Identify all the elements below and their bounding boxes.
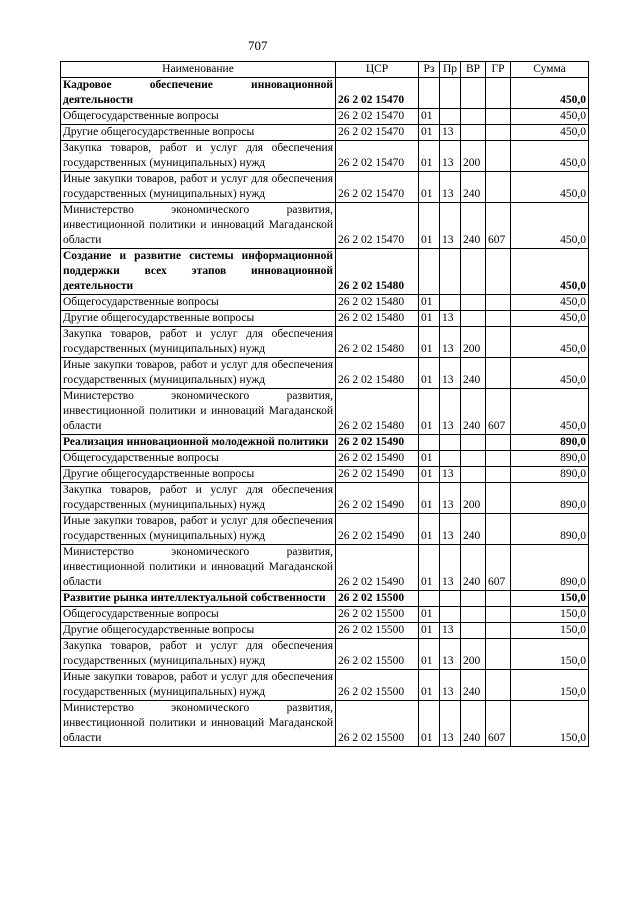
cell-sum: 450,0 [511, 109, 589, 125]
cell-pr [440, 607, 461, 623]
cell-csr: 26 2 02 15490 [336, 545, 419, 591]
cell-gr [486, 607, 511, 623]
budget-table [60, 61, 589, 747]
cell-gr [486, 591, 511, 607]
table-row [61, 514, 589, 545]
cell-csr: 26 2 02 15470 [336, 78, 419, 109]
column-header-sum: Сумма [511, 62, 589, 78]
cell-pr: 13 [440, 172, 461, 203]
cell-name: Министерство экономического развития, инвестиционной политики и инноваций Магаданской области [61, 545, 336, 591]
cell-rz [419, 78, 440, 109]
cell-csr: 26 2 02 15470 [336, 109, 419, 125]
cell-csr: 26 2 02 15470 [336, 141, 419, 172]
cell-rz: 01 [419, 451, 440, 467]
cell-gr [486, 670, 511, 701]
cell-pr: 13 [440, 670, 461, 701]
cell-rz: 01 [419, 295, 440, 311]
cell-pr: 13 [440, 483, 461, 514]
cell-pr: 13 [440, 203, 461, 249]
cell-name: Закупка товаров, работ и услуг для обеспечения государственных (муниципальных) нужд [61, 639, 336, 670]
cell-pr [440, 435, 461, 451]
cell-gr: 607 [486, 389, 511, 435]
cell-sum: 150,0 [511, 670, 589, 701]
cell-sum: 150,0 [511, 607, 589, 623]
cell-vr [461, 125, 486, 141]
cell-vr: 240 [461, 358, 486, 389]
table-row [61, 467, 589, 483]
column-header-name: Наименование [61, 62, 336, 78]
cell-csr: 26 2 02 15480 [336, 358, 419, 389]
cell-vr: 240 [461, 172, 486, 203]
cell-name: Общегосударственные вопросы [61, 109, 336, 125]
cell-rz: 01 [419, 467, 440, 483]
table-row [61, 483, 589, 514]
cell-gr: 607 [486, 545, 511, 591]
cell-vr [461, 467, 486, 483]
cell-vr [461, 311, 486, 327]
cell-rz: 01 [419, 389, 440, 435]
cell-rz: 01 [419, 607, 440, 623]
cell-gr [486, 78, 511, 109]
cell-pr: 13 [440, 514, 461, 545]
cell-vr: 240 [461, 545, 486, 591]
cell-vr: 240 [461, 670, 486, 701]
cell-csr: 26 2 02 15490 [336, 483, 419, 514]
cell-pr: 13 [440, 327, 461, 358]
cell-name: Закупка товаров, работ и услуг для обеспечения государственных (муниципальных) нужд [61, 327, 336, 358]
cell-sum: 890,0 [511, 483, 589, 514]
cell-name: Общегосударственные вопросы [61, 451, 336, 467]
cell-name: Иные закупки товаров, работ и услуг для обеспечения государственных (муниципальных) нужд [61, 358, 336, 389]
cell-pr [440, 295, 461, 311]
cell-name: Закупка товаров, работ и услуг для обеспечения государственных (муниципальных) нужд [61, 483, 336, 514]
cell-vr: 200 [461, 327, 486, 358]
cell-csr: 26 2 02 15480 [336, 389, 419, 435]
cell-csr: 26 2 02 15490 [336, 435, 419, 451]
cell-gr: 607 [486, 701, 511, 747]
cell-pr: 13 [440, 389, 461, 435]
cell-csr: 26 2 02 15490 [336, 514, 419, 545]
table-row [61, 670, 589, 701]
table-row [61, 109, 589, 125]
cell-gr: 607 [486, 203, 511, 249]
cell-vr: 240 [461, 514, 486, 545]
cell-gr [486, 514, 511, 545]
cell-name: Министерство экономического развития, инвестиционной политики и инноваций Магаданской области [61, 203, 336, 249]
table-row [61, 172, 589, 203]
cell-csr: 26 2 02 15490 [336, 467, 419, 483]
cell-rz: 01 [419, 172, 440, 203]
cell-gr [486, 467, 511, 483]
cell-sum: 450,0 [511, 389, 589, 435]
cell-gr [486, 451, 511, 467]
cell-csr: 26 2 02 15490 [336, 451, 419, 467]
cell-rz: 01 [419, 545, 440, 591]
cell-name: Общегосударственные вопросы [61, 607, 336, 623]
cell-sum: 150,0 [511, 591, 589, 607]
cell-name: Общегосударственные вопросы [61, 295, 336, 311]
cell-name: Министерство экономического развития, инвестиционной политики и инноваций Магаданской области [61, 701, 336, 747]
cell-sum: 890,0 [511, 435, 589, 451]
cell-sum: 450,0 [511, 78, 589, 109]
cell-rz: 01 [419, 109, 440, 125]
column-header-rz: Рз [419, 62, 440, 78]
cell-rz: 01 [419, 125, 440, 141]
cell-vr [461, 451, 486, 467]
table-row [61, 358, 589, 389]
cell-rz: 01 [419, 358, 440, 389]
cell-csr: 26 2 02 15470 [336, 203, 419, 249]
cell-sum: 450,0 [511, 141, 589, 172]
cell-csr: 26 2 02 15480 [336, 327, 419, 358]
cell-sum: 450,0 [511, 311, 589, 327]
cell-rz: 01 [419, 483, 440, 514]
table-row [61, 607, 589, 623]
cell-pr [440, 78, 461, 109]
cell-rz: 01 [419, 141, 440, 172]
cell-sum: 450,0 [511, 358, 589, 389]
cell-vr [461, 591, 486, 607]
cell-gr [486, 327, 511, 358]
cell-sum: 150,0 [511, 623, 589, 639]
cell-name: Закупка товаров, работ и услуг для обеспечения государственных (муниципальных) нужд [61, 141, 336, 172]
section-row [61, 78, 589, 109]
table-body [61, 78, 589, 747]
cell-pr: 13 [440, 358, 461, 389]
cell-name: Другие общегосударственные вопросы [61, 311, 336, 327]
cell-sum: 450,0 [511, 249, 589, 295]
cell-vr: 240 [461, 203, 486, 249]
cell-sum: 450,0 [511, 125, 589, 141]
cell-gr [486, 483, 511, 514]
cell-name: Другие общегосударственные вопросы [61, 467, 336, 483]
cell-pr [440, 109, 461, 125]
cell-vr [461, 607, 486, 623]
cell-rz: 01 [419, 311, 440, 327]
cell-pr: 13 [440, 141, 461, 172]
cell-sum: 890,0 [511, 514, 589, 545]
cell-vr: 200 [461, 141, 486, 172]
cell-name: Создание и развитие системы информационной поддержки всех этапов инновационной деятельности [61, 249, 336, 295]
cell-sum: 450,0 [511, 295, 589, 311]
cell-name: Развитие рынка интеллектуальной собственности [61, 591, 336, 607]
cell-rz [419, 435, 440, 451]
cell-name: Иные закупки товаров, работ и услуг для обеспечения государственных (муниципальных) нужд [61, 172, 336, 203]
table-row [61, 203, 589, 249]
cell-pr: 13 [440, 639, 461, 670]
cell-vr: 200 [461, 483, 486, 514]
cell-gr [486, 295, 511, 311]
cell-vr [461, 249, 486, 295]
cell-rz: 01 [419, 514, 440, 545]
cell-pr [440, 249, 461, 295]
cell-csr: 26 2 02 15500 [336, 639, 419, 670]
cell-pr: 13 [440, 311, 461, 327]
cell-sum: 450,0 [511, 327, 589, 358]
cell-name: Иные закупки товаров, работ и услуг для обеспечения государственных (муниципальных) нужд [61, 514, 336, 545]
table-row [61, 545, 589, 591]
cell-name: Другие общегосударственные вопросы [61, 623, 336, 639]
cell-rz: 01 [419, 327, 440, 358]
section-row [61, 249, 589, 295]
cell-sum: 890,0 [511, 467, 589, 483]
table-row [61, 125, 589, 141]
cell-name: Другие общегосударственные вопросы [61, 125, 336, 141]
cell-sum: 150,0 [511, 639, 589, 670]
cell-rz: 01 [419, 203, 440, 249]
cell-vr [461, 623, 486, 639]
cell-gr [486, 109, 511, 125]
cell-rz: 01 [419, 623, 440, 639]
cell-vr: 240 [461, 701, 486, 747]
section-row [61, 435, 589, 451]
cell-pr: 13 [440, 701, 461, 747]
cell-gr [486, 141, 511, 172]
cell-sum: 450,0 [511, 172, 589, 203]
cell-gr [486, 639, 511, 670]
cell-vr [461, 78, 486, 109]
cell-gr [486, 623, 511, 639]
cell-pr: 13 [440, 545, 461, 591]
cell-vr: 240 [461, 389, 486, 435]
table-row [61, 141, 589, 172]
cell-rz [419, 591, 440, 607]
cell-name: Министерство экономического развития, инвестиционной политики и инноваций Магаданской области [61, 389, 336, 435]
cell-csr: 26 2 02 15480 [336, 311, 419, 327]
cell-csr: 26 2 02 15480 [336, 295, 419, 311]
cell-csr: 26 2 02 15500 [336, 591, 419, 607]
page-number: 707 [248, 38, 268, 53]
cell-sum: 890,0 [511, 545, 589, 591]
table-row [61, 327, 589, 358]
column-header-gr: ГР [486, 62, 511, 78]
cell-rz: 01 [419, 639, 440, 670]
cell-gr [486, 125, 511, 141]
cell-csr: 26 2 02 15500 [336, 623, 419, 639]
cell-vr [461, 435, 486, 451]
cell-vr: 200 [461, 639, 486, 670]
cell-name: Кадровое обеспечение инновационной деятельности [61, 78, 336, 109]
table-row [61, 639, 589, 670]
cell-pr [440, 451, 461, 467]
cell-vr [461, 295, 486, 311]
cell-gr [486, 311, 511, 327]
cell-csr: 26 2 02 15480 [336, 249, 419, 295]
cell-csr: 26 2 02 15500 [336, 670, 419, 701]
cell-gr [486, 249, 511, 295]
cell-csr: 26 2 02 15500 [336, 607, 419, 623]
cell-csr: 26 2 02 15470 [336, 172, 419, 203]
cell-sum: 890,0 [511, 451, 589, 467]
column-header-pr: Пр [440, 62, 461, 78]
table-row [61, 701, 589, 747]
cell-sum: 450,0 [511, 203, 589, 249]
cell-pr: 13 [440, 467, 461, 483]
cell-rz [419, 249, 440, 295]
cell-rz: 01 [419, 670, 440, 701]
cell-rz: 01 [419, 701, 440, 747]
cell-gr [486, 172, 511, 203]
table-row [61, 311, 589, 327]
cell-vr [461, 109, 486, 125]
cell-gr [486, 435, 511, 451]
table-row [61, 623, 589, 639]
cell-csr: 26 2 02 15470 [336, 125, 419, 141]
section-row [61, 591, 589, 607]
cell-csr: 26 2 02 15500 [336, 701, 419, 747]
cell-gr [486, 358, 511, 389]
cell-name: Иные закупки товаров, работ и услуг для обеспечения государственных (муниципальных) нужд [61, 670, 336, 701]
cell-sum: 150,0 [511, 701, 589, 747]
table-row [61, 389, 589, 435]
column-header-csr: ЦСР [336, 62, 419, 78]
cell-pr [440, 591, 461, 607]
table-header-row [61, 62, 589, 78]
cell-pr: 13 [440, 623, 461, 639]
column-header-vr: ВР [461, 62, 486, 78]
table-row [61, 295, 589, 311]
table-row [61, 451, 589, 467]
cell-name: Реализация инновационной молодежной политики [61, 435, 336, 451]
cell-pr: 13 [440, 125, 461, 141]
